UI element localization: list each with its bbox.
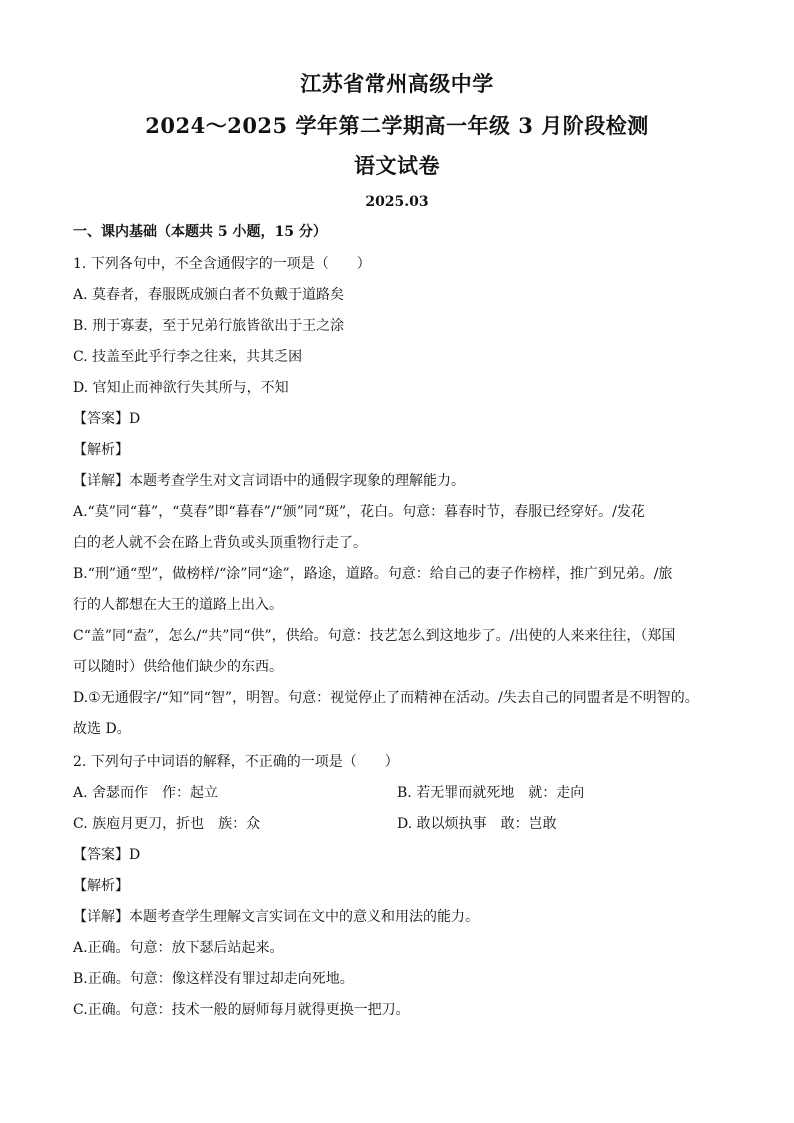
q1-option-c: C. 技盖至此乎行李之往来，共其乏困 [73,349,303,365]
q1-option-a: A. 莫春者，春服既成颁白者不负戴于道路矣 [73,287,345,303]
school-title: 江苏省常州高级中学 [300,71,494,96]
q1-detail: 【详解】本题考查学生对文言词语中的通假字现象的理解能力。 [73,473,465,489]
q2-analysis-label: 【解析】 [73,878,129,894]
q2-answer: 【答案】D [73,847,141,863]
q2-detail: 【详解】本题考查学生理解文言实词在文中的意义和用法的能力。 [73,909,479,925]
q1-conclusion: 故选 D。 [73,721,131,737]
exam-date: 2025.03 [365,194,429,210]
q1-stem: 1. 下列各句中，不全含通假字的一项是（ ） [73,256,371,272]
q1-option-d: D. 官知止而神欲行失其所与，不知 [73,380,289,396]
q1-explain-c-line2: 可以随时）供给他们缺少的东西。 [73,659,283,675]
section-heading: 一、课内基础（本题共 5 小题，15 分） [73,224,327,240]
q2-options-row1 [73,784,733,802]
q1-explain-b-line1: B.“刑”通“型”，做榜样/“涂”同“途”，路途，道路。句意：给自己的妻子作榜样，推广到兄弟。/旅 [73,566,673,582]
q1-explain-d: D.①无通假字/“知”同“智”，明智。句意：视觉停止了而精神在活动。/失去自己的同盟者是不明智的。 [73,690,699,706]
subject-title: 语文试卷 [354,153,440,178]
q2-explain-b: B.正确。句意：像这样没有罪过却走向死地。 [73,971,354,987]
q1-explain-a-line1: A.“莫”同“暮”，“莫春”即“暮春”/“颁”同“斑”，花白。句意：暮春时节，春服已经穿好。/发花 [73,504,645,520]
q1-explain-a-line2: 白的老人就不会在路上背负或头顶重物行走了。 [73,535,367,551]
q2-explain-c: C.正确。句意：技术一般的厨师每月就得更换一把刀。 [73,1002,410,1018]
q2-option-a: A. 舍瑟而作 作：起立 [73,785,219,801]
q2-explain-a: A.正确。句意：放下瑟后站起来。 [73,940,284,956]
q2-option-b: B. 若无罪而就死地 就：走向 [397,785,585,801]
exam-term-title: 2024～2025 学年第二学期高一年级 3 月阶段检测 [145,113,649,138]
q1-analysis-label: 【解析】 [73,442,129,458]
q1-option-b: B. 刑于寡妻，至于兄弟行旅皆欲出于王之涂 [73,318,345,334]
q2-options-row2 [73,815,733,833]
q2-stem: 2. 下列句子中词语的解释，不正确的一项是（ ） [73,754,399,770]
q2-option-c: C. 族庖月更刀，折也 族：众 [73,816,261,832]
q1-explain-b-line2: 行的人都想在大王的道路上出入。 [73,597,283,613]
q1-explain-c-line1: C“盖”同“盍”，怎么/“共”同“供”，供给。句意：技艺怎么到这地步了。/出使的人来来往往，（郑国 [73,628,676,644]
q1-answer: 【答案】D [73,411,141,427]
q2-option-d: D. 敢以烦执事 敢：岂敢 [397,816,557,832]
